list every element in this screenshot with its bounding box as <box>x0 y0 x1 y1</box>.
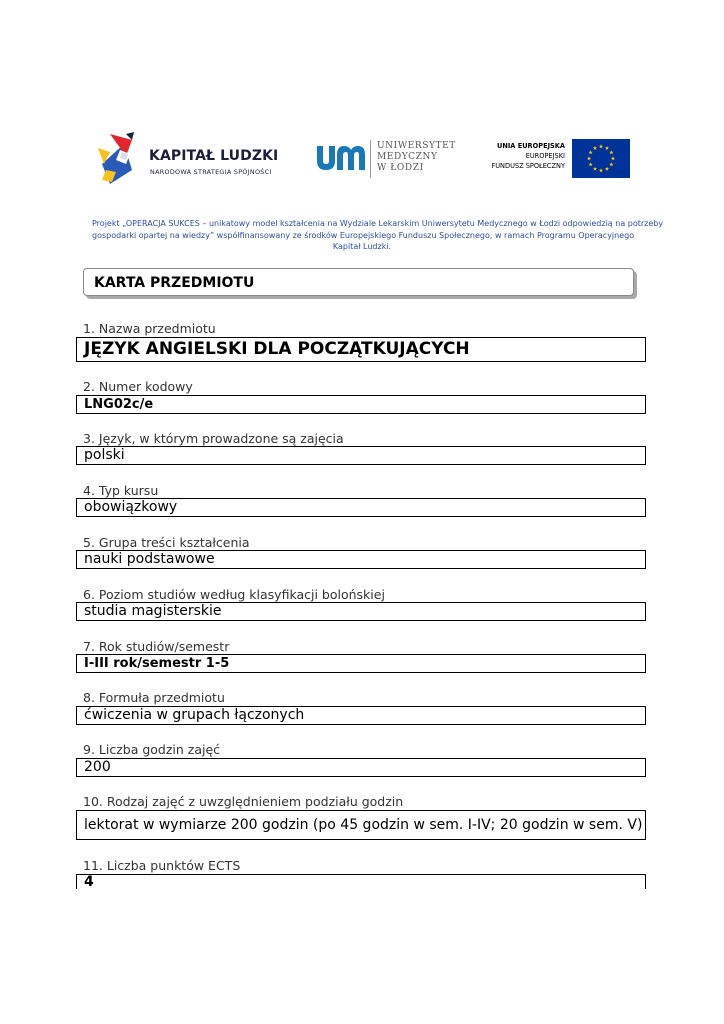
field-value-content-group: nauki podstawowe <box>76 550 646 569</box>
eu-wordmark <box>491 141 565 171</box>
section-title: KARTA PRZEDMIOTU <box>94 275 255 291</box>
kapital-ludzki-emblem-icon <box>96 130 146 186</box>
um-divider <box>370 140 371 178</box>
field-label-course-name: 1. Nazwa przedmiotu <box>83 321 216 336</box>
field-value-code: LNG02c/e <box>76 395 646 414</box>
kapital-ludzki-logo <box>96 128 286 188</box>
field-value-course-name: JĘZYK ANGIELSKI DLA POCZĄTKUJĄCYCH <box>76 337 646 362</box>
field-value-study-level: studia magisterskie <box>76 602 646 621</box>
um-line-3: W ŁODZI <box>377 163 424 173</box>
field-label-content-group: 5. Grupa treści kształcenia <box>83 535 250 550</box>
um-wordmark <box>377 141 456 174</box>
kapital-ludzki-title: KAPITAŁ LUDZKI <box>149 148 279 164</box>
field-value-class-types: lektorat w wymiarze 200 godzin (po 45 godzin w sem. I-IV; 20 godzin w sem. V) <box>76 810 646 840</box>
field-label-year-semester: 7. Rok studiów/semestr <box>83 639 230 654</box>
logo-header <box>96 128 636 188</box>
field-value-course-type: obowiązkowy <box>76 498 646 517</box>
eu-line-2: EUROPEJSKI <box>525 152 565 160</box>
kapital-ludzki-subtitle: NARODOWA STRATEGIA SPÓJNOŚCI <box>150 168 272 176</box>
field-label-course-type: 4. Typ kursu <box>83 483 159 498</box>
field-value-ects: 4 <box>76 874 646 889</box>
project-note-line-3: Kapitał Ludzki. <box>332 242 392 251</box>
field-value-hours: 200 <box>76 758 646 777</box>
umed-lodz-logo <box>315 138 465 182</box>
field-label-language: 3. Język, w którym prowadzone są zajęcia <box>83 431 344 446</box>
field-label-hours: 9. Liczba godzin zajęć <box>83 742 221 757</box>
section-title-box <box>83 268 634 296</box>
field-label-course-formula: 8. Formuła przedmiotu <box>83 690 225 705</box>
field-value-course-formula: ćwiczenia w grupach łączonych <box>76 706 646 725</box>
um-line-1: UNIWERSYTET <box>377 141 456 151</box>
um-line-2: MEDYCZNY <box>377 152 438 162</box>
field-label-class-types: 10. Rodzaj zajęć z uwzględnieniem podziału godzin <box>83 794 404 809</box>
project-note-line-2: gospodarki opartej na wiedzy” współfinansowany ze środków Europejskiego Funduszu Społecznego, w ramach Programu Operacyjnego <box>92 230 635 240</box>
field-label-study-level: 6. Poziom studiów według klasyfikacji bolońskiej <box>83 587 385 602</box>
um-monogram-icon <box>315 144 367 172</box>
project-note-line-1: Projekt „OPERACJA SUKCES – unikatowy model kształcenia na Wydziale Lekarskim Uniwersytetu Medycznego w Łodzi odpowiedzią na potrzeby <box>92 219 664 228</box>
field-value-year-semester: I-III rok/semestr 1-5 <box>76 654 646 673</box>
project-funding-note <box>92 218 664 253</box>
field-label-code: 2. Numer kodowy <box>83 379 193 394</box>
eu-line-1: UNIA EUROPEJSKA <box>496 142 565 150</box>
field-label-ects: 11. Liczba punktów ECTS <box>83 858 241 873</box>
field-value-language: polski <box>76 446 646 465</box>
eu-line-3: FUNDUSZ SPOŁECZNY <box>491 162 565 170</box>
eu-flag-icon <box>572 139 630 178</box>
eu-social-fund-logo <box>485 139 630 179</box>
